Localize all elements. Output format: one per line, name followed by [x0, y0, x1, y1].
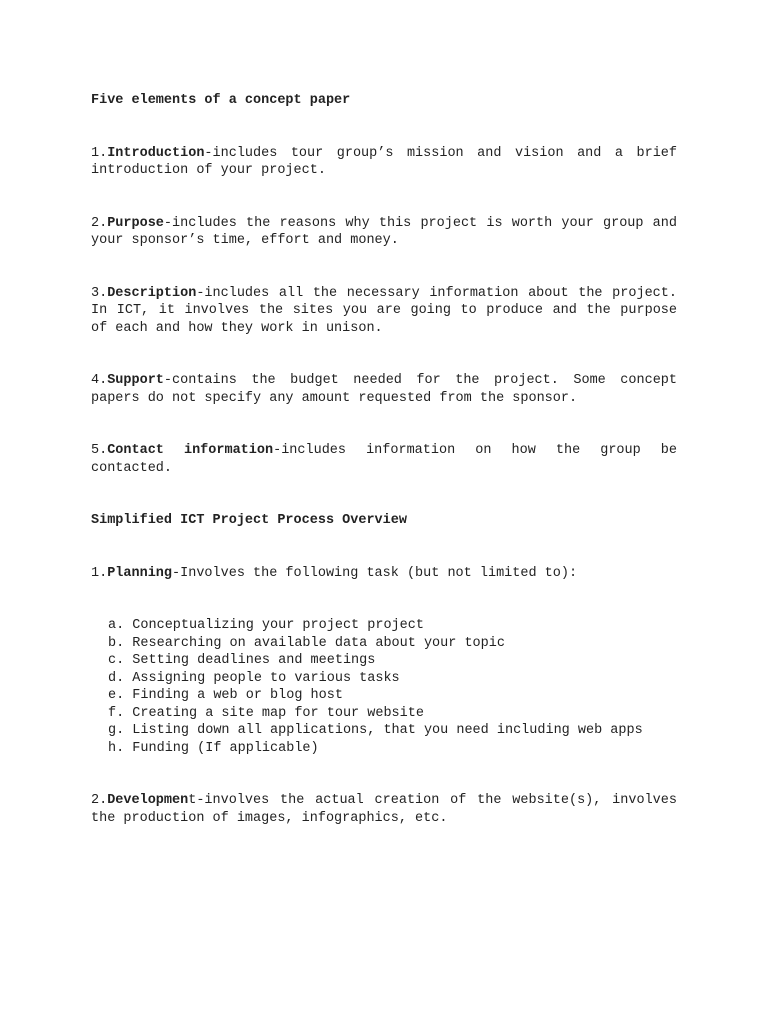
- element-introduction: [91, 145, 677, 180]
- item-number: 2.: [91, 793, 108, 808]
- list-item: h. Funding (If applicable): [108, 740, 319, 756]
- list-item: g. Listing down all applications, that you need including web apps: [108, 723, 643, 738]
- item-text: -includes tour group’s mission and vision and a brief introduction of your project.: [91, 145, 677, 178]
- item-text: -Involves the following task (but not limited to):: [172, 565, 578, 581]
- step-planning: [91, 565, 677, 583]
- item-term: Description: [107, 285, 197, 301]
- element-contact-information: [91, 442, 677, 477]
- item-text: -includes information on how the group be contacted.: [91, 443, 677, 476]
- item-number: 5.: [91, 443, 108, 458]
- item-text: t-involves the actual creation of the website(s), involves the production of images, infographics, etc.: [91, 793, 677, 826]
- item-text: -includes the reasons why this project is worth your group and your sponsor’s time, effort and money.: [91, 215, 677, 248]
- item-term: Contact information: [107, 443, 274, 458]
- item-term: Developmen: [107, 793, 189, 808]
- list-item: f. Creating a site map for tour website: [108, 705, 424, 721]
- item-term: Support: [107, 373, 164, 388]
- section-heading-concept-paper: Five elements of a concept paper: [91, 93, 351, 108]
- item-text: -contains the budget needed for the project. Some concept papers do not specify any amount requested from the sponsor.: [91, 373, 677, 406]
- item-text: -includes all the necessary information about the project. In ICT, it involves the sites you are going to produce and the purpose of each and how they work in unison.: [91, 285, 677, 336]
- item-number: 3.: [91, 285, 108, 301]
- item-term: Purpose: [107, 215, 164, 231]
- document-page: [91, 92, 677, 827]
- item-number: 1.: [91, 565, 108, 581]
- list-item: a. Conceptualizing your project project: [108, 618, 424, 633]
- list-item: b. Researching on available data about your topic: [108, 635, 505, 651]
- list-item: d. Assigning people to various tasks: [108, 670, 400, 686]
- element-purpose: [91, 215, 677, 250]
- element-support: [91, 372, 677, 407]
- list-item: c. Setting deadlines and meetings: [108, 653, 376, 668]
- section-heading-process-overview: Simplified ICT Project Process Overview: [91, 513, 407, 528]
- item-number: 2.: [91, 215, 108, 231]
- element-description: [91, 285, 677, 338]
- list-item: e. Finding a web or blog host: [108, 688, 343, 703]
- item-term: Planning: [107, 565, 173, 581]
- planning-task-list: [91, 617, 677, 757]
- item-term: Introduction: [107, 145, 205, 161]
- step-development: [91, 792, 677, 827]
- item-number: 1.: [91, 145, 108, 161]
- item-number: 4.: [91, 373, 108, 388]
